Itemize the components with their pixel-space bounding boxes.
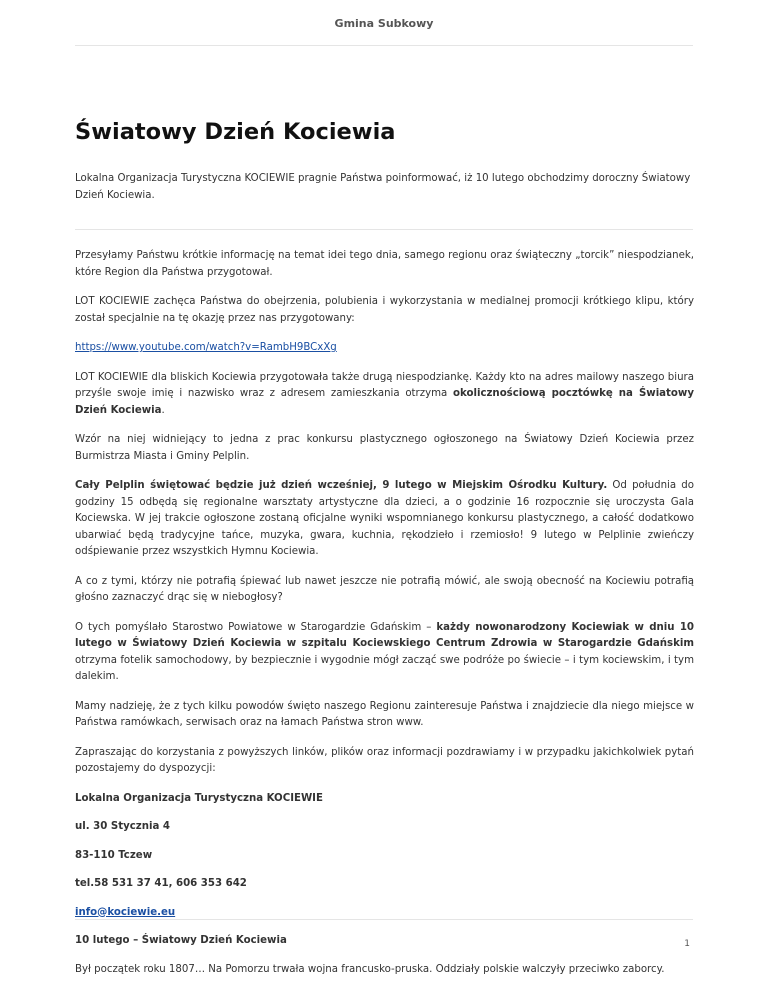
pocztowka-highlight: okolicznościową pocztówkę na Światowy Dzień Kociewia bbox=[75, 388, 694, 416]
paragraph-torcik: Przesyłamy Państwu krótkie informację na temat idei tego dnia, samego regionu oraz świąteczny „torcik” niespodzianek, które Region dla Państwa przygotował. bbox=[75, 250, 694, 278]
pelplin-highlight: Cały Pelplin świętować będzie już dzień wcześniej, 9 lutego w Miejskim Ośrodku Kultury. bbox=[75, 480, 608, 491]
section-subheading bbox=[75, 933, 694, 950]
page-number: 1 bbox=[684, 939, 690, 949]
contact-street bbox=[75, 819, 694, 836]
paragraph-nadzieja: Mamy nadzieję, że z tych kilku powodów święto naszego Regionu zainteresuje Państwa i znajdziecie dla niego miejsce w Państwa ramówkach, serwisach oraz na łamach Państwa stron www. bbox=[75, 700, 694, 728]
article-intro: Lokalna Organizacja Turystyczna KOCIEWIE pragnie Państwa poinformować, iż 10 lutego obchodzimy doroczny Światowy Dzień Kociewia. bbox=[75, 173, 691, 201]
contact-street-text: ul. 30 Stycznia 4 bbox=[75, 821, 170, 832]
contact-organization-text: Lokalna Organizacja Turystyczna KOCIEWIE bbox=[75, 792, 323, 804]
section-subheading-text: 10 lutego – Światowy Dzień Kociewia bbox=[75, 935, 287, 946]
article-body bbox=[75, 248, 694, 991]
paragraph-link bbox=[75, 340, 694, 357]
paragraph-pocztowka-end: . bbox=[161, 404, 165, 416]
footer-divider bbox=[75, 919, 693, 920]
paragraph-klip: LOT KOCIEWIE zachęca Państwa do obejrzenia, polubienia i wykorzystania w medialnej promocji krótkiego klipu, który został specjalnie na tę okazję przez nas przygotowany: bbox=[75, 296, 694, 324]
paragraph-pocztowka-text: LOT KOCIEWIE dla bliskich Kociewia przygotowała także drugą niespodziankę. Każdy kto na adres mailowy naszego biura przyśle swoje imię i nazwisko wraz z adresem zamieszkania otrzyma bbox=[75, 371, 694, 399]
paragraph-zaproszenie: Zapraszając do korzystania z powyższych linków, plików oraz informacji pozdrawiamy i w przypadku jakichkolwiek pytań pozostajemy do dyspozycji: bbox=[75, 746, 694, 774]
youtube-link[interactable]: https://www.youtube.com/watch?v=RambH9BCxXg bbox=[75, 342, 337, 353]
intro-divider bbox=[75, 229, 693, 230]
paragraph-historia: Był początek roku 1807… Na Pomorzu trwała wojna francusko-pruska. Oddziały polskie walczyły przeciwko zaborcy. bbox=[75, 963, 665, 975]
paragraph-wzor: Wzór na niej widniejący to jedna z prac konkursu plastycznego ogłoszonego na Światowy Dzień Kociewia przez Burmistrza Miasta i Gminy Pelplin. bbox=[75, 434, 694, 462]
paragraph-pelplin bbox=[75, 478, 694, 561]
paragraph-fotelik-text: O tych pomyślało Starostwo Powiatowe w Starogardzie Gdańskim – bbox=[75, 621, 437, 633]
contact-city-text: 83-110 Tczew bbox=[75, 849, 153, 861]
fotelik-highlight: każdy nowonarodzony Kociewiak w dniu 10 lutego w Światowy Dzień Kociewia w szpitalu Kociewskiego Centrum Zdrowia w Starogardzie Gdańskim bbox=[75, 621, 695, 649]
email-link[interactable]: info@kociewie.eu bbox=[75, 906, 176, 918]
paragraph-fotelik bbox=[75, 620, 694, 686]
contact-city bbox=[75, 848, 694, 865]
page-title: Światowy Dzień Kociewia bbox=[75, 119, 396, 145]
header-divider bbox=[75, 45, 693, 46]
contact-phone-text: tel.58 531 37 41, 606 353 642 bbox=[75, 878, 247, 889]
contact-phone bbox=[75, 876, 694, 893]
paragraph-fotelik-rest: otrzyma fotelik samochodowy, by bezpiecznie i wygodnie mógł zacząć swe podróże po świecie – i tym kociewskim, i tym dalekim. bbox=[75, 654, 694, 682]
contact-organization bbox=[75, 791, 694, 808]
paragraph-pelplin-text: Od południa do godziny 15 odbędą się regionalne warsztaty artystyczne dla dzieci, a o godzinie 16 rozpocznie się uroczysta Gala Kociewska. W jej trakcie ogłoszone zostaną oficjalne wyniki wspomnianego konkursu plastycznego, a całość dodatkowo ubarwiać będą tradycyjne tańce, muzyka, gwara, kuchnia, rękodzieło i rzemiosło! 9 lutego w Pelplinie zwieńczy odśpiewanie przez wszystkich Hymnu Kociewia. bbox=[75, 480, 694, 557]
paragraph-pocztowka bbox=[75, 370, 694, 420]
paragraph-niebogłosy: A co z tymi, którzy nie potrafią śpiewać lub nawet jeszcze nie potrafią mówić, ale swoją obecność na Kociewiu potrafią głośno zaznaczyć drąc się w niebogłosy? bbox=[75, 575, 694, 603]
site-name: Gmina Subkowy bbox=[334, 17, 434, 30]
